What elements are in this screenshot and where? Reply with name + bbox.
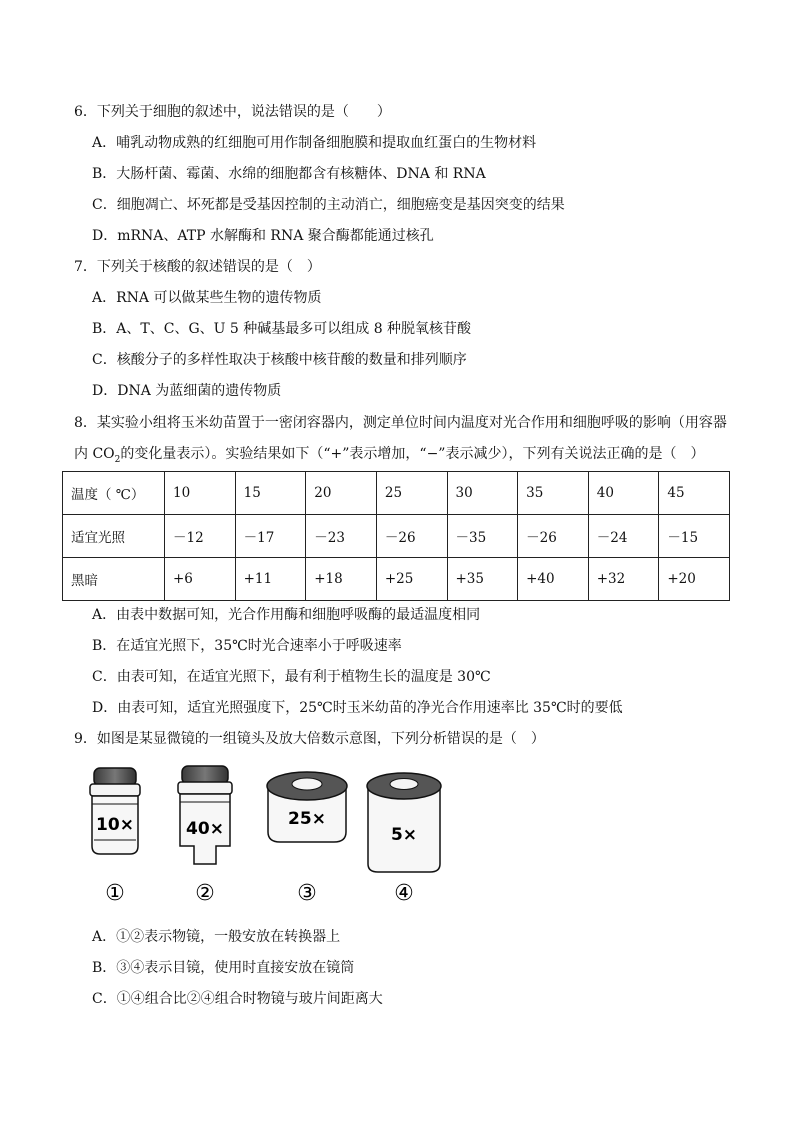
question-8-stem-line2: 内 $CO_2$的变化量表示）。实验结果如下（“+”表示增加，“−”表示减少），下列有关说法正确的是（ ） <box>74 446 705 465</box>
table-row-label: 适宜光照 <box>63 515 165 558</box>
lens-number-label: ④ <box>394 881 414 906</box>
question-6-option-d: D．mRNA、ATP 水解酶和 RNA 聚合酶都能通过核孔 <box>92 228 434 244</box>
table-row-dark <box>63 558 730 601</box>
table-cell: －17 <box>235 515 306 558</box>
temperature-data-table <box>62 471 730 601</box>
question-6-stem: 6．下列关于细胞的叙述中，说法错误的是（ ） <box>74 104 391 120</box>
table-cell: +6 <box>165 558 236 601</box>
lens-magnification-label: 5× <box>390 825 418 845</box>
question-7-option-c: C．核酸分子的多样性取决于核酸中核苷酸的数量和排列顺序 <box>92 352 467 368</box>
eyepiece-lens-5x <box>367 773 441 906</box>
lens-number-label: ① <box>105 881 125 906</box>
microscope-lenses-figure <box>84 760 464 910</box>
table-cell: +20 <box>659 558 730 601</box>
table-cell: －35 <box>447 515 518 558</box>
table-cell: －26 <box>376 515 447 558</box>
lens-magnification-label: 25× <box>288 809 326 829</box>
table-cell: －26 <box>518 515 589 558</box>
table-cell: +35 <box>447 558 518 601</box>
table-row-light <box>63 515 730 558</box>
table-cell: 30 <box>447 472 518 515</box>
question-8-option-d: D．由表可知，适宜光照强度下，25℃时玉米幼苗的净光合作用速率比 35℃时的要低 <box>92 700 623 716</box>
objective-lens-40x <box>178 766 232 906</box>
question-8-stem-line1: 8．某实验小组将玉米幼苗置于一密闭容器内，测定单位时间内温度对光合作用和细胞呼吸的影响（用容器 <box>74 415 727 431</box>
question-7-stem: 7．下列关于核酸的叙述错误的是（ ） <box>74 259 321 275</box>
table-cell: 40 <box>588 472 659 515</box>
table-cell: －23 <box>306 515 377 558</box>
question-8-option-b: B．在适宜光照下，35℃时光合速率小于呼吸速率 <box>92 638 402 654</box>
question-8-option-c: C．由表可知，在适宜光照下，最有利于植物生长的温度是 30℃ <box>92 669 491 685</box>
table-cell: +18 <box>306 558 377 601</box>
table-cell: 35 <box>518 472 589 515</box>
question-7-option-b: B．A、T、C、G、U 5 种碱基最多可以组成 8 种脱氧核苷酸 <box>92 321 472 337</box>
table-cell: +40 <box>518 558 589 601</box>
table-cell: 45 <box>659 472 730 515</box>
table-cell: 20 <box>306 472 377 515</box>
table-cell: －12 <box>165 515 236 558</box>
question-9-option-b: B．③④表示目镜，使用时直接安放在镜筒 <box>92 960 355 976</box>
question-6-option-b: B．大肠杆菌、霉菌、水绵的细胞都含有核糖体、DNA 和 RNA <box>92 166 486 182</box>
objective-lens-10x <box>90 768 140 906</box>
question-7-option-a: A．RNA 可以做某些生物的遗传物质 <box>92 290 322 306</box>
lens-magnification-label: 40× <box>186 819 224 839</box>
table-cell: +32 <box>588 558 659 601</box>
table-cell: －15 <box>659 515 730 558</box>
question-9-option-a: A．①②表示物镜，一般安放在转换器上 <box>92 929 341 945</box>
table-cell: +11 <box>235 558 306 601</box>
table-cell: －24 <box>588 515 659 558</box>
question-6-option-c: C．细胞凋亡、坏死都是受基因控制的主动消亡，细胞癌变是基因突变的结果 <box>92 197 565 213</box>
question-9-stem: 9．如图是某显微镜的一组镜头及放大倍数示意图，下列分析错误的是（ ） <box>74 731 545 747</box>
question-9-option-c: C．①④组合比②④组合时物镜与玻片间距离大 <box>92 991 383 1007</box>
table-cell: +25 <box>376 558 447 601</box>
lens-magnification-label: 10× <box>96 815 134 835</box>
table-cell: 10 <box>165 472 236 515</box>
table-header-label: 温度（ ℃） <box>63 472 165 515</box>
table-row-temperature <box>63 472 730 515</box>
table-cell: 15 <box>235 472 306 515</box>
lens-number-label: ② <box>195 881 215 906</box>
eyepiece-lens-25x <box>267 772 347 906</box>
question-7-option-d: D．DNA 为蓝细菌的遗传物质 <box>92 383 282 399</box>
question-6-option-a: A．哺乳动物成熟的红细胞可用作制备细胞膜和提取血红蛋白的生物材料 <box>92 135 537 151</box>
question-8-option-a: A．由表中数据可知，光合作用酶和细胞呼吸酶的最适温度相同 <box>92 607 481 623</box>
lens-number-label: ③ <box>297 881 317 906</box>
table-cell: 25 <box>376 472 447 515</box>
table-row-label: 黑暗 <box>63 558 165 601</box>
